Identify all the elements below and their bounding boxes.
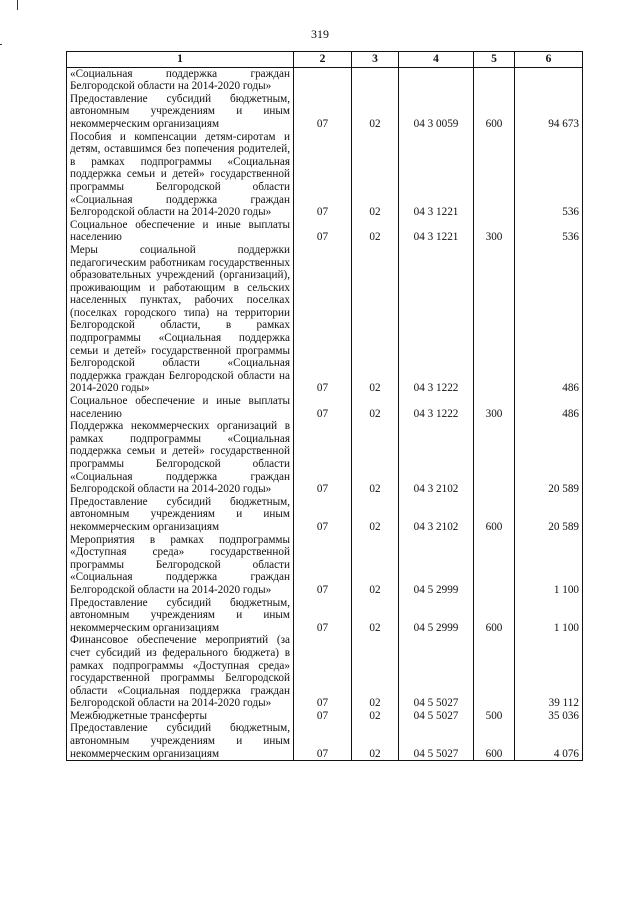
row-expense-type: 300 bbox=[474, 219, 515, 244]
row-subsection: 02 bbox=[352, 534, 399, 597]
row-target-code: 04 3 1222 bbox=[399, 395, 474, 420]
row-amount: 486 bbox=[515, 395, 583, 420]
row-subsection: 02 bbox=[352, 634, 399, 710]
row-target-code: 04 3 1221 bbox=[399, 131, 474, 219]
table-row bbox=[67, 93, 583, 131]
row-expense-type bbox=[474, 244, 515, 395]
header-col-5: 5 bbox=[474, 52, 515, 68]
row-subsection bbox=[352, 67, 399, 93]
row-amount: 536 bbox=[515, 131, 583, 219]
row-target-code: 04 5 2999 bbox=[399, 534, 474, 597]
row-section: 07 bbox=[294, 634, 352, 710]
header-col-1: 1 bbox=[67, 52, 294, 68]
row-amount: 1 100 bbox=[515, 534, 583, 597]
row-description: Пособия и компенсации детям-сиротам и детям, оставшимся без попечения родителей, в рамках подпрограммы «Социальная поддержка семьи и детей» государственной программы Белгородской области «Социальная поддержка граждан Белгородской области на 2014-2020 годы» bbox=[67, 131, 294, 219]
row-description: Предоставление субсидий бюджетным, автономным учреждениям и иным некоммерческим организациям bbox=[67, 496, 294, 534]
row-description: Финансовое обеспечение мероприятий (за счет субсидий из федерального бюджета) в рамках подпрограммы «Доступная среда» государственной программы Белгородской области «Социальная поддержка граждан Белгородской области на 2014-2020 годы» bbox=[67, 634, 294, 710]
row-description: «Социальная поддержка граждан Белгородской области на 2014-2020 годы» bbox=[67, 67, 294, 93]
row-amount: 536 bbox=[515, 219, 583, 244]
row-amount: 486 bbox=[515, 244, 583, 395]
row-target-code: 04 3 1221 bbox=[399, 219, 474, 244]
row-subsection: 02 bbox=[352, 395, 399, 420]
row-target-code: 04 5 5027 bbox=[399, 634, 474, 710]
row-section: 07 bbox=[294, 420, 352, 496]
row-expense-type: 300 bbox=[474, 395, 515, 420]
row-amount: 20 589 bbox=[515, 420, 583, 496]
row-expense-type: 600 bbox=[474, 722, 515, 760]
row-description: Социальное обеспечение и иные выплаты населению bbox=[67, 395, 294, 420]
row-expense-type: 600 bbox=[474, 597, 515, 635]
row-target-code: 04 5 5027 bbox=[399, 722, 474, 760]
row-target-code: 04 3 2102 bbox=[399, 420, 474, 496]
page-number: 319 bbox=[311, 27, 329, 41]
table-row bbox=[67, 420, 583, 496]
row-amount: 39 112 bbox=[515, 634, 583, 710]
row-target-code: 04 3 1222 bbox=[399, 244, 474, 395]
row-section: 07 bbox=[294, 131, 352, 219]
table-row bbox=[67, 710, 583, 723]
row-amount: 94 673 bbox=[515, 93, 583, 131]
row-subsection: 02 bbox=[352, 496, 399, 534]
row-expense-type bbox=[474, 534, 515, 597]
table-row bbox=[67, 722, 583, 760]
header-col-3: 3 bbox=[352, 52, 399, 68]
scan-edge-mark bbox=[17, 0, 18, 10]
header-col-6: 6 bbox=[515, 52, 583, 68]
scan-edge-mark bbox=[0, 44, 2, 45]
row-amount: 1 100 bbox=[515, 597, 583, 635]
table-row bbox=[67, 67, 583, 93]
table-row bbox=[67, 219, 583, 244]
row-section: 07 bbox=[294, 244, 352, 395]
table-row bbox=[67, 496, 583, 534]
row-expense-type: 600 bbox=[474, 93, 515, 131]
row-amount bbox=[515, 67, 583, 93]
table-row bbox=[67, 244, 583, 395]
row-section: 07 bbox=[294, 93, 352, 131]
table-row bbox=[67, 597, 583, 635]
row-target-code: 04 3 0059 bbox=[399, 93, 474, 131]
row-expense-type bbox=[474, 131, 515, 219]
row-target-code: 04 3 2102 bbox=[399, 496, 474, 534]
row-section: 07 bbox=[294, 395, 352, 420]
row-section bbox=[294, 67, 352, 93]
row-subsection: 02 bbox=[352, 722, 399, 760]
row-section: 07 bbox=[294, 722, 352, 760]
row-section: 07 bbox=[294, 597, 352, 635]
budget-table bbox=[66, 51, 583, 761]
row-subsection: 02 bbox=[352, 244, 399, 395]
row-expense-type bbox=[474, 634, 515, 710]
row-description: Поддержка некоммерческих организаций в рамках подпрограммы «Социальная поддержка семьи и детей» государственной программы Белгородской области «Социальная поддержка граждан Белгородской области на 2014-2020 годы» bbox=[67, 420, 294, 496]
row-description: Предоставление субсидий бюджетным, автономным учреждениям и иным некоммерческим организациям bbox=[67, 597, 294, 635]
row-subsection: 02 bbox=[352, 420, 399, 496]
row-subsection: 02 bbox=[352, 219, 399, 244]
row-subsection: 02 bbox=[352, 597, 399, 635]
row-description: Предоставление субсидий бюджетным, автономным учреждениям и иным некоммерческим организациям bbox=[67, 93, 294, 131]
row-section: 07 bbox=[294, 219, 352, 244]
table-row bbox=[67, 534, 583, 597]
row-subsection: 02 bbox=[352, 131, 399, 219]
row-expense-type bbox=[474, 67, 515, 93]
row-description: Меры социальной поддержки педагогическим работникам государственных образовательных учреждений (организаций), проживающим и работающим в сельских населенных пунктах, рабочих поселках (поселках городского типа) на территории Белгородской области, в рамках подпрограммы «Социальная поддержка семьи и детей» государственной программы Белгородской области «Социальная поддержка граждан Белгородской области на 2014-2020 годы» bbox=[67, 244, 294, 395]
row-target-code bbox=[399, 67, 474, 93]
row-expense-type bbox=[474, 420, 515, 496]
header-col-2: 2 bbox=[294, 52, 352, 68]
row-section: 07 bbox=[294, 496, 352, 534]
row-section: 07 bbox=[294, 534, 352, 597]
row-amount: 20 589 bbox=[515, 496, 583, 534]
table-header-row bbox=[67, 52, 583, 68]
row-expense-type: 600 bbox=[474, 496, 515, 534]
row-expense-type: 500 bbox=[474, 710, 515, 723]
row-target-code: 04 5 5027 bbox=[399, 710, 474, 723]
row-section: 07 bbox=[294, 710, 352, 723]
row-amount: 35 036 bbox=[515, 710, 583, 723]
row-description: Социальное обеспечение и иные выплаты населению bbox=[67, 219, 294, 244]
row-description: Межбюджетные трансферты bbox=[67, 710, 294, 723]
row-target-code: 04 5 2999 bbox=[399, 597, 474, 635]
table-row bbox=[67, 395, 583, 420]
header-col-4: 4 bbox=[399, 52, 474, 68]
row-subsection: 02 bbox=[352, 93, 399, 131]
table-row bbox=[67, 634, 583, 710]
row-subsection: 02 bbox=[352, 710, 399, 723]
row-description: Предоставление субсидий бюджетным, автономным учреждениям и иным некоммерческим организациям bbox=[67, 722, 294, 760]
row-amount: 4 076 bbox=[515, 722, 583, 760]
table-row bbox=[67, 131, 583, 219]
row-description: Мероприятия в рамках подпрограммы «Доступная среда» государственной программы Белгородской области «Социальная поддержка граждан Белгородской области на 2014-2020 годы» bbox=[67, 534, 294, 597]
